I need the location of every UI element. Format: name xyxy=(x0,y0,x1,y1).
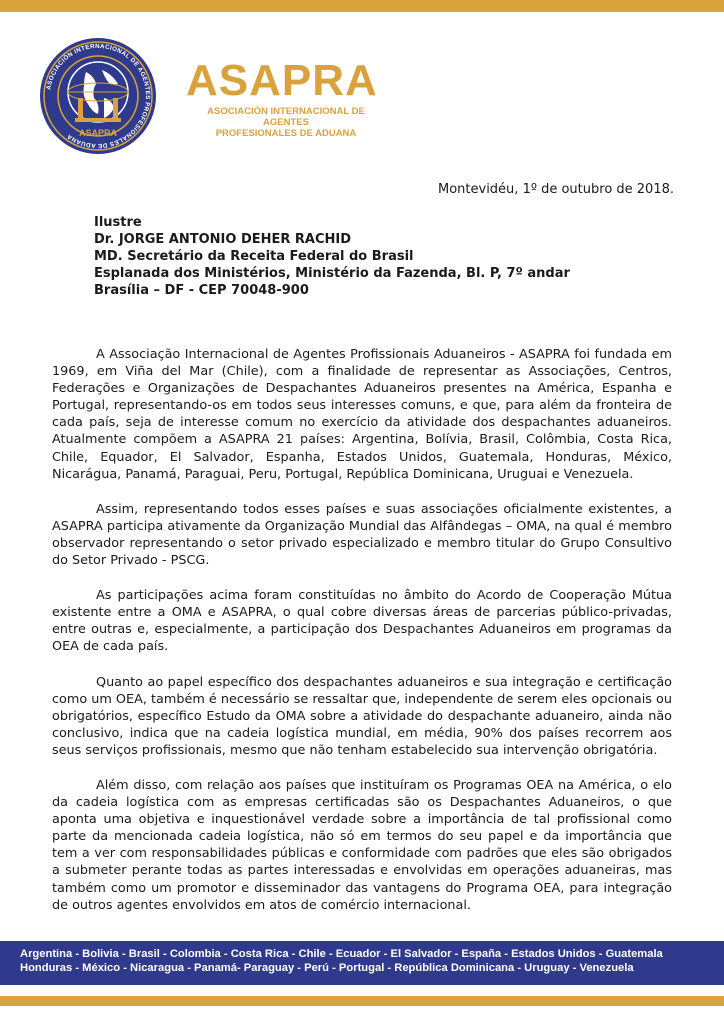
brand-block xyxy=(186,58,426,139)
brand-name: ASAPRA xyxy=(186,56,378,105)
brand-subtitle-line2: PROFESIONALES DE ADUANA xyxy=(215,128,357,139)
body-paragraph: Assim, representando todos esses países e suas associações oficialmente existentes, a ASAPRA participa ativamente da Organização Mundial das Alfândegas – OMA, na qual é membro observador representando o setor privado especializado e membro titular do Grupo Consultivo do Setor Privado - PSCG. xyxy=(52,501,672,569)
globe-with-pillars-seal-icon xyxy=(38,36,158,156)
brand-subtitle-line1: ASOCIACIÓN INTERNACIONAL DE AGENTES xyxy=(207,106,365,128)
address-line: Esplanada dos Ministérios, Ministério da Fazenda, Bl. P, 7º andar xyxy=(94,266,570,281)
body-paragraph: Além disso, com relação aos países que instituíram os Programas OEA na América, o elo da cadeia logística com as empresas certificadas são os Despachantes Aduaneiros, o que aponta uma objetiva e inquestionável verdade sobre a importância de tal profissional como parte da mencionada cadeia logística, não só em termos do seu papel e da importância que tem a ver com responsabilidades públicas e conformidade com padrões que eles são obrigados a submeter perante todas as partes interessadas e envolvidas em operações aduaneiras, mas também como um promotor e disseminador das vantagens do Programa OEA, para integração de outros agentes envolvidos em atos de comércio internacional. xyxy=(52,777,672,913)
body-paragraph: A Associação Internacional de Agentes Profissionais Aduaneiros - ASAPRA foi fundada em 1969, em Viña del Mar (Chile), com a finalidade de representar as Associações, Centros, Federações e Organizações de Despachantes Aduaneiros presentes na América, Espanha e Portugal, representando-os em todos seus interesses comuns, e que, para além da fronteira de cada país, seja de interesse comum no exercício da atividade dos despachantes aduaneiros. Atualmente compõem a ASAPRA 21 países: Argentina, Bolívia, Brasil, Colômbia, Costa Rica, Chile, Equador, El Salvador, Espanha, Estados Unidos, Guatemala, Honduras, México, Nicarágua, Panamá, Paraguai, Peru, Portugal, República Dominicana, Uruguai e Venezuela. xyxy=(52,347,672,482)
asapra-seal-logo xyxy=(38,36,158,156)
recipient-address xyxy=(94,214,570,299)
date-line: Montevidéu, 1º de outubro de 2018. xyxy=(438,182,674,197)
footer-countries-line2: Honduras - México - Nicaragua - Panamá- Paraguay - Perú - Portugal - República Dominicana - Uruguay - Venezuela xyxy=(20,962,634,974)
body-paragraph: Quanto ao papel específico dos despachantes aduaneiros e sua integração e certificação como um OEA, também é necessário se ressaltar que, independente de serem eles opcionais ou obrigatórios, específico Estudo da OMA sobre a atividade do despachante aduaneiro, ainda não conclusivo, indica que na cadeia logística mundial, em média, 90% dos países recorrem aos seus serviços profissionais, mesmo que não tenham estabelecido sua intervenção obrigatória. xyxy=(52,674,672,758)
footer-countries-line1: Argentina - Bolivia - Brasil - Colombia - Costa Rica - Chile - Ecuador - El Salvador - España - Estados Unidos - Guatemala xyxy=(20,948,663,960)
bottom-gold-bar xyxy=(0,996,724,1006)
address-line: Ilustre xyxy=(94,215,142,230)
address-line: Dr. JORGE ANTONIO DEHER RACHID xyxy=(94,232,352,247)
letter-body xyxy=(52,346,672,932)
seal-ring-text: ASOCIACIÓN INTERNACIONAL DE AGENTES PROFESIONALES DE ADUANA xyxy=(45,42,152,150)
seal-label: ASAPRA xyxy=(78,128,118,138)
address-line: Brasília – DF - CEP 70048-900 xyxy=(94,283,309,298)
body-paragraph: As participações acima foram constituídas no âmbito do Acordo de Cooperação Mútua existente entre a OMA e ASAPRA, o qual cobre diversas áreas de parcerias público-privadas, entre outras e, especialmente, a participação dos Despachantes Aduaneiros em programas da OEA de cada país. xyxy=(52,588,672,655)
address-line: MD. Secretário da Receita Federal do Brasil xyxy=(94,249,414,264)
footer-country-band xyxy=(0,941,724,985)
top-gold-bar xyxy=(0,0,724,12)
